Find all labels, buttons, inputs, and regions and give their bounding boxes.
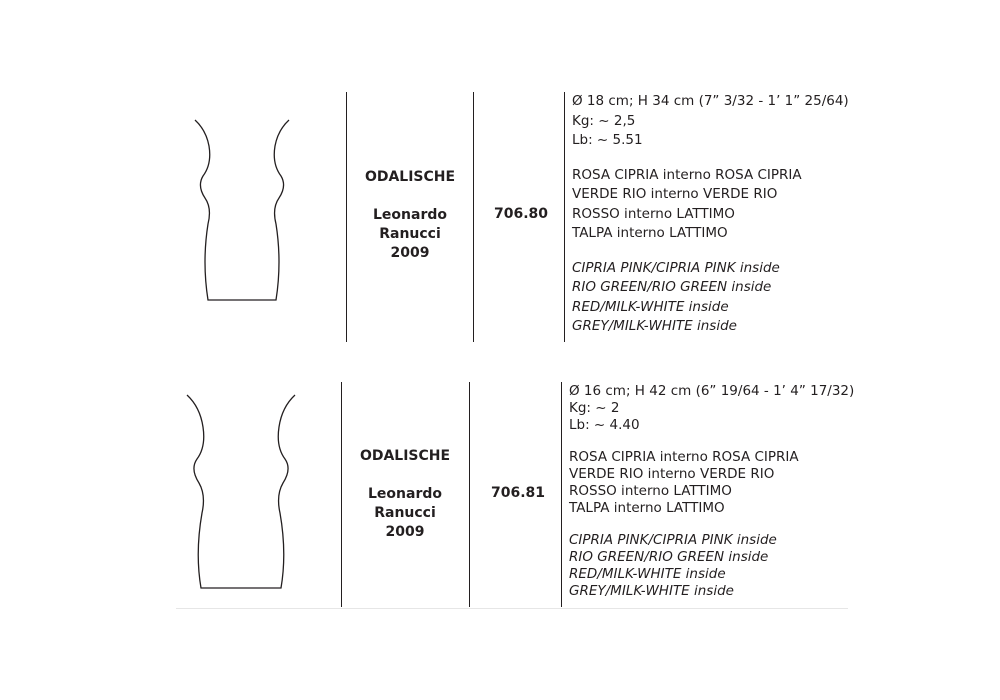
product-info <box>345 447 465 542</box>
weight-lb: Lb: ~ 4.40 <box>569 417 640 433</box>
column-divider <box>469 382 470 607</box>
product-specs <box>569 383 854 600</box>
column-divider <box>561 382 562 607</box>
product-info <box>350 168 470 263</box>
product-name: ODALISCHE <box>364 169 456 185</box>
color-italian: VERDE RIO interno VERDE RIO <box>572 186 778 202</box>
color-english: RIO GREEN/RIO GREEN inside <box>569 549 769 565</box>
color-italian: ROSA CIPRIA interno ROSA CIPRIA <box>572 166 802 183</box>
color-italian: TALPA interno LATTIMO <box>569 500 725 516</box>
dimensions-text: Ø 16 cm; H 42 cm (6” 19/64 - 1’ 4” 17/32) <box>569 383 855 399</box>
product-code: 706.80 <box>494 206 549 222</box>
column-divider <box>341 382 342 607</box>
design-year: 2009 <box>385 524 425 540</box>
color-english: CIPRIA PINK/CIPRIA PINK inside <box>572 259 780 276</box>
color-english: RIO GREEN/RIO GREEN inside <box>572 279 772 295</box>
design-year: 2009 <box>390 245 430 261</box>
weight-kg: Kg: ~ 2,5 <box>572 112 636 129</box>
color-english: GREY/MILK-WHITE inside <box>572 318 737 334</box>
color-italian: ROSA CIPRIA interno ROSA CIPRIA <box>569 449 799 465</box>
vase-illustration <box>186 112 298 308</box>
designer-last-name: Ranucci <box>379 226 441 242</box>
dimensions-text: Ø 18 cm; H 34 cm (7” 3/32 - 1’ 1” 25/64) <box>572 93 849 109</box>
weight-lb: Lb: ~ 5.51 <box>572 132 643 148</box>
column-divider <box>473 92 474 342</box>
product-name: ODALISCHE <box>359 448 451 464</box>
color-italian: ROSSO interno LATTIMO <box>569 483 732 499</box>
designer-first-name: Leonardo <box>368 486 442 502</box>
weight-kg: Kg: ~ 2 <box>569 400 620 416</box>
color-italian: ROSSO interno LATTIMO <box>572 205 735 222</box>
designer-first-name: Leonardo <box>373 207 447 223</box>
designer-last-name: Ranucci <box>374 505 436 521</box>
column-divider <box>564 92 565 342</box>
color-english: GREY/MILK-WHITE inside <box>569 583 734 599</box>
column-divider <box>346 92 347 342</box>
color-english: CIPRIA PINK/CIPRIA PINK inside <box>569 532 777 548</box>
color-english: RED/MILK-WHITE inside <box>572 298 729 315</box>
color-english: RED/MILK-WHITE inside <box>569 566 726 582</box>
vase-illustration <box>180 385 302 595</box>
product-specs <box>572 92 849 337</box>
color-italian: VERDE RIO interno VERDE RIO <box>569 466 775 482</box>
bottom-divider <box>176 608 848 609</box>
color-italian: TALPA interno LATTIMO <box>572 225 728 241</box>
product-code: 706.81 <box>491 485 546 501</box>
